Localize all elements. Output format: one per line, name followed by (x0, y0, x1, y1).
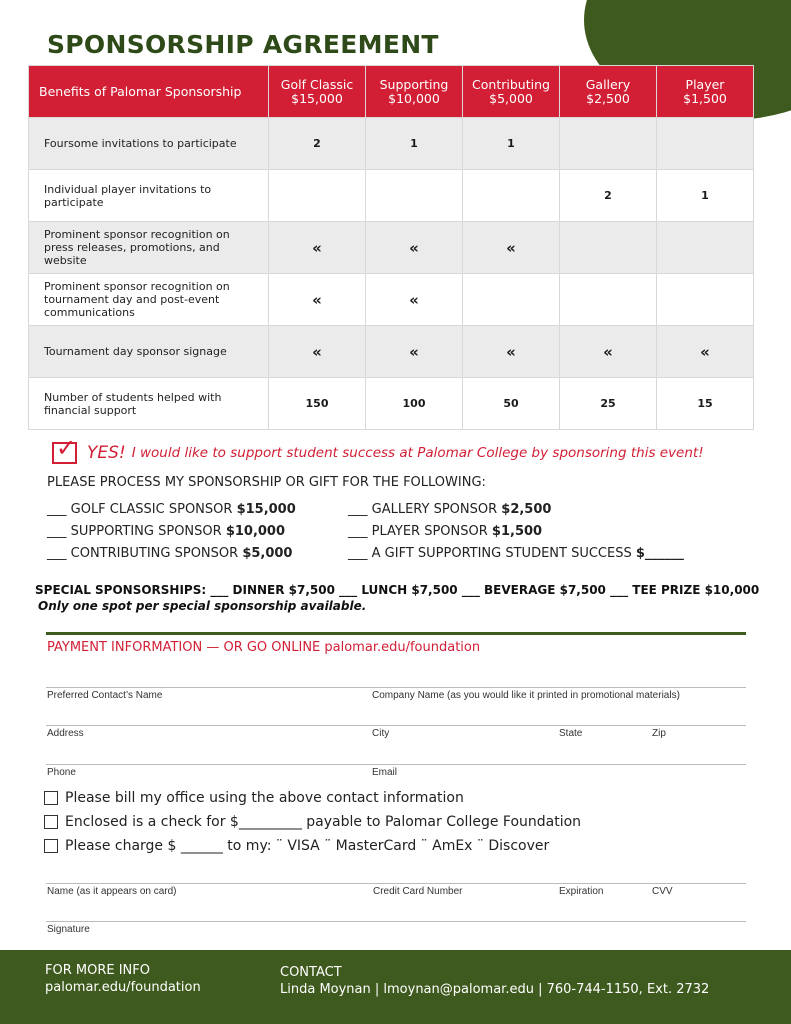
table-cell (366, 170, 463, 222)
option-label: ___ GOLF CLASSIC SPONSOR (47, 502, 237, 517)
checkbox[interactable] (44, 791, 58, 805)
benefits-header-row (29, 66, 754, 118)
footer-more-info-label: FOR MORE INFO (45, 963, 150, 978)
header-tier-amount: $5,000 (489, 90, 533, 106)
header-tier-amount: $10,000 (388, 90, 440, 106)
payment-heading: PAYMENT INFORMATION — OR GO ONLINE palomar.edu/foundation (47, 640, 481, 655)
table-cell (657, 222, 754, 274)
process-heading: PLEASE PROCESS MY SPONSORSHIP OR GIFT FOR THE FOLLOWING: (47, 475, 486, 490)
phone-line[interactable] (46, 764, 746, 765)
header-contributing (463, 66, 560, 118)
table-cell (560, 222, 657, 274)
table-row (29, 118, 754, 170)
benefits-table (28, 65, 754, 430)
table-row (29, 222, 754, 274)
phone-label: Phone (47, 767, 76, 778)
benefit-label: Foursome invitations to participate (29, 118, 269, 170)
benefit-label: Individual player invitations to participate (29, 170, 269, 222)
included-mark-icon: « (366, 274, 463, 326)
table-cell: 2 (269, 118, 366, 170)
option-gift[interactable] (348, 546, 684, 561)
header-tier-amount: $15,000 (291, 90, 343, 106)
footer-more-info (45, 962, 201, 996)
included-mark-icon: « (269, 222, 366, 274)
benefit-label: Prominent sponsor recognition on press releases, promotions, and website (29, 222, 269, 274)
option-label: ___ A GIFT SUPPORTING STUDENT SUCCESS (348, 546, 636, 561)
checkbox[interactable] (44, 839, 58, 853)
header-tier-amount: $1,500 (683, 90, 727, 106)
table-cell: 15 (657, 378, 754, 430)
check-enclosed-option[interactable] (44, 814, 581, 830)
header-tier-name: Player (685, 76, 725, 92)
table-cell: 50 (463, 378, 560, 430)
option-contributing[interactable] (47, 546, 292, 561)
header-supporting (366, 66, 463, 118)
table-cell (463, 274, 560, 326)
contact-name-label: Preferred Contact’s Name (47, 690, 163, 701)
option-player[interactable] (348, 524, 542, 539)
email-label: Email (372, 767, 398, 778)
bill-office-option[interactable] (44, 790, 464, 806)
card-name-label: Name (as it appears on card) (47, 886, 177, 897)
signature-label: Signature (47, 924, 90, 935)
contact-name-line[interactable] (46, 687, 746, 688)
option-amount: $5,000 (242, 546, 293, 561)
benefit-label: Tournament day sponsor signage (29, 326, 269, 378)
table-row (29, 326, 754, 378)
card-line[interactable] (46, 883, 746, 884)
address-label: Address (47, 728, 84, 739)
table-cell: 2 (560, 170, 657, 222)
option-golf-classic[interactable] (47, 502, 296, 517)
footer-more-info-link[interactable]: palomar.edu/foundation (45, 980, 201, 995)
checkbox-label: Please bill my office using the above contact information (65, 790, 464, 806)
card-number-label: Credit Card Number (373, 886, 463, 897)
included-mark-icon: « (560, 326, 657, 378)
header-tier-name: Supporting (379, 76, 449, 92)
checkmark-icon: ✓ (56, 434, 77, 462)
section-divider (46, 632, 746, 635)
header-gallery (560, 66, 657, 118)
cvv-label: CVV (652, 886, 673, 897)
header-benefits-label: Benefits of Palomar Sponsorship (39, 83, 242, 99)
state-label: State (559, 728, 583, 739)
table-cell: 1 (657, 170, 754, 222)
header-tier-name: Gallery (585, 76, 631, 92)
header-benefits (29, 66, 269, 118)
checkbox-label: Please charge $ ______ to my: ¨ VISA ¨ MasterCard ¨ AmEx ¨ Discover (65, 838, 550, 854)
included-mark-icon: « (463, 222, 560, 274)
included-mark-icon: « (269, 326, 366, 378)
option-amount: $2,500 (501, 502, 552, 517)
benefit-label: Number of students helped with financial support (29, 378, 269, 430)
included-mark-icon: « (366, 222, 463, 274)
yes-statement (52, 434, 704, 466)
footer-contact-line: Linda Moynan | lmoynan@palomar.edu | 760-744-1150, Ext. 2732 (280, 982, 710, 997)
footer (0, 950, 791, 1024)
option-amount: $15,000 (236, 502, 296, 517)
benefit-label: Prominent sponsor recognition on tournament day and post-event communications (29, 274, 269, 326)
included-mark-icon: « (366, 326, 463, 378)
city-label: City (372, 728, 390, 739)
option-label: ___ SUPPORTING SPONSOR (47, 524, 226, 539)
option-amount: $1,500 (491, 524, 543, 539)
table-cell: 1 (366, 118, 463, 170)
charge-card-option[interactable] (44, 838, 549, 854)
table-row (29, 378, 754, 430)
footer-contact-label: CONTACT (280, 965, 342, 980)
table-cell: 1 (463, 118, 560, 170)
option-amount: $______ (635, 546, 684, 561)
header-tier-name: Contributing (472, 76, 550, 92)
table-cell: 150 (269, 378, 366, 430)
checkbox[interactable] (44, 815, 58, 829)
header-tier-name: Golf Classic (280, 76, 354, 92)
special-sponsorships: SPECIAL SPONSORSHIPS: ___ DINNER $7,500 ___ LUNCH $7,500 ___ BEVERAGE $7,500 ___ TEE PRIZE $10,000 (35, 583, 760, 597)
special-sponsorships-note: Only one spot per special sponsorship available. (38, 599, 367, 613)
table-cell (560, 118, 657, 170)
table-row (29, 170, 754, 222)
signature-line[interactable] (46, 921, 746, 922)
option-gallery[interactable] (348, 502, 551, 517)
footer-contact (280, 964, 709, 998)
option-amount: $10,000 (225, 524, 286, 539)
table-cell: 100 (366, 378, 463, 430)
table-cell (657, 118, 754, 170)
option-label: ___ PLAYER SPONSOR (348, 524, 492, 539)
checkbox-label: Enclosed is a check for $_________ payable to Palomar College Foundation (65, 814, 582, 830)
header-player (657, 66, 754, 118)
table-cell: 25 (560, 378, 657, 430)
table-row (29, 274, 754, 326)
table-cell (657, 274, 754, 326)
table-cell (269, 170, 366, 222)
yes-word: YES! (87, 443, 126, 463)
yes-text: I would like to support student success at Palomar College by sponsoring this event! (131, 445, 704, 461)
included-mark-icon: « (463, 326, 560, 378)
table-cell (463, 170, 560, 222)
option-supporting[interactable] (47, 524, 285, 539)
header-tier-amount: $2,500 (586, 90, 630, 106)
checked-box-icon (52, 434, 77, 464)
address-line[interactable] (46, 725, 746, 726)
option-label: ___ GALLERY SPONSOR (348, 502, 502, 517)
expiration-label: Expiration (559, 886, 604, 897)
included-mark-icon: « (657, 326, 754, 378)
header-golf-classic (269, 66, 366, 118)
zip-label: Zip (652, 728, 666, 739)
table-cell (560, 274, 657, 326)
page-title: SPONSORSHIP AGREEMENT (47, 30, 439, 59)
company-name-label: Company Name (as you would like it printed in promotional materials) (372, 690, 680, 701)
option-label: ___ CONTRIBUTING SPONSOR (47, 546, 243, 561)
included-mark-icon: « (269, 274, 366, 326)
